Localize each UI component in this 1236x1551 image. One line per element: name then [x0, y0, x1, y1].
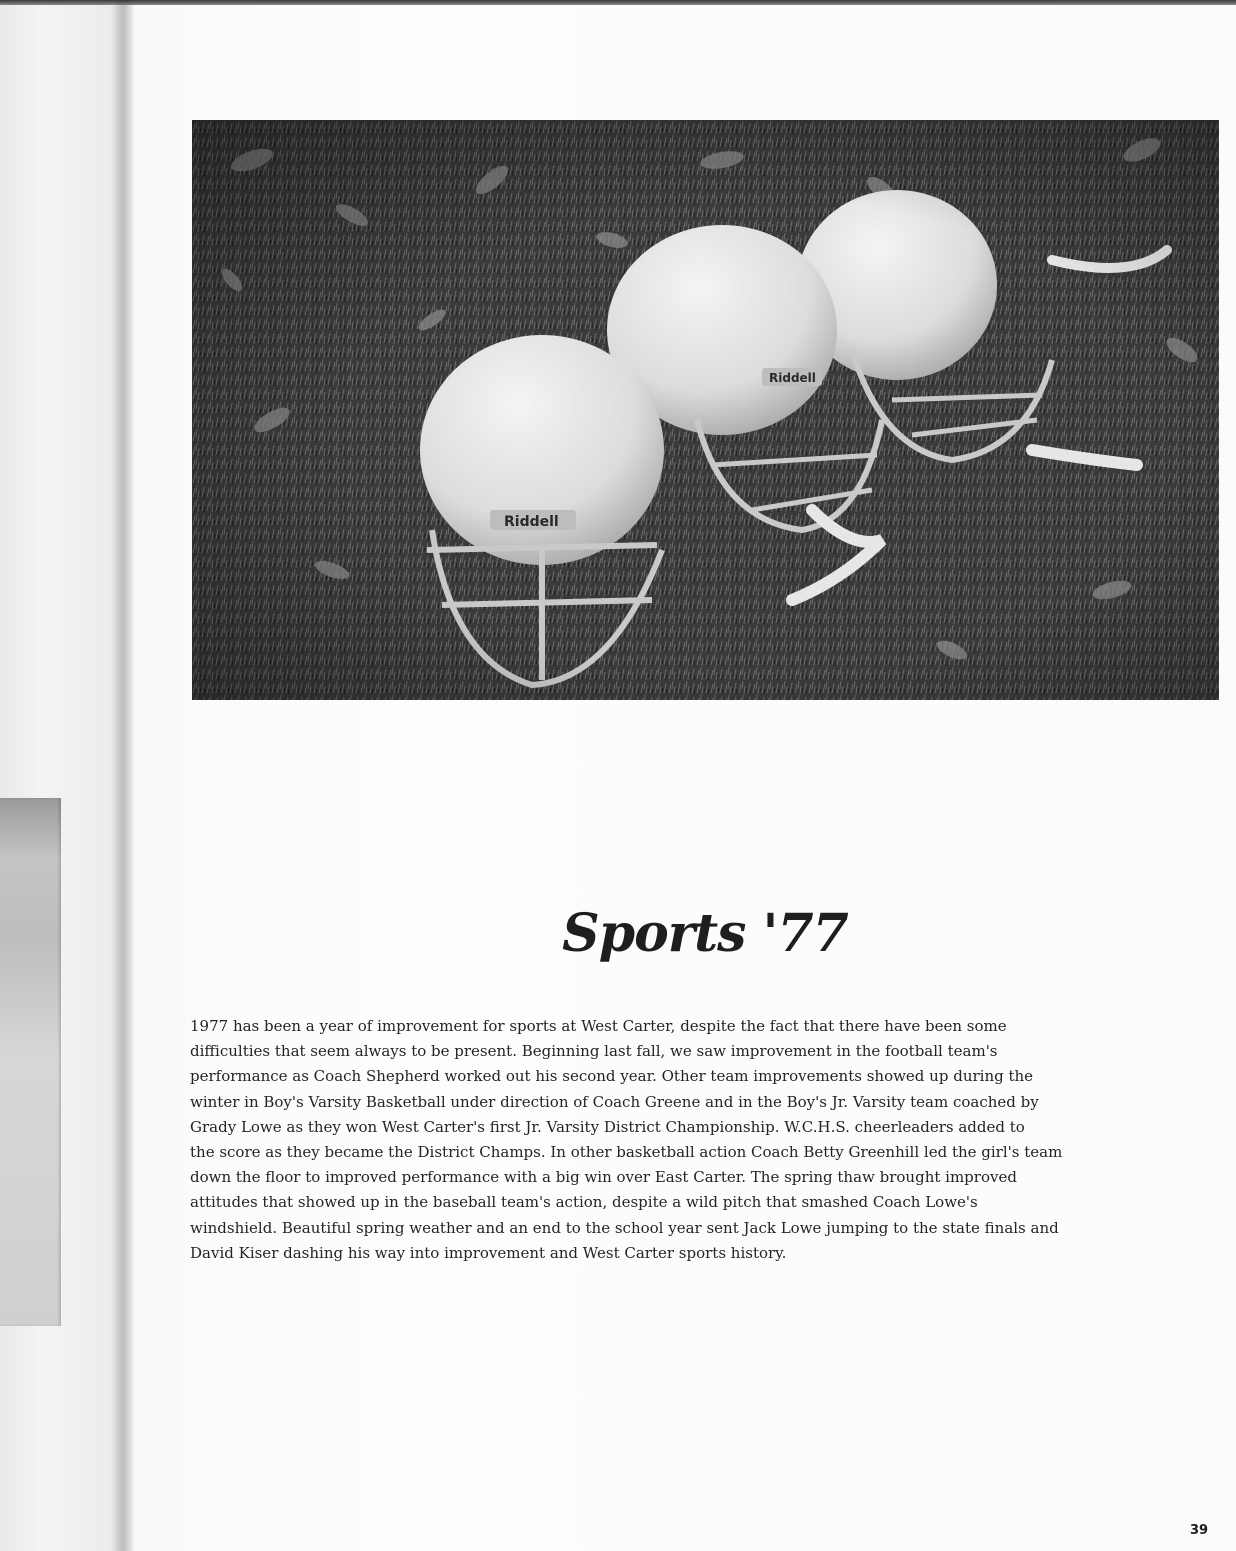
page-number: 39: [1190, 1523, 1209, 1538]
page-top-edge: [0, 0, 1236, 5]
body-line: attitudes that showed up in the baseball team's action, despite a wild pitch that smashed Coach Lowe's: [190, 1193, 978, 1212]
binding-gutter: [112, 0, 134, 1551]
body-line: windshield. Beautiful spring weather and an end to the school year sent Jack Lowe jumping to the state finals and: [190, 1218, 1059, 1237]
page-heading: Sports '77: [562, 903, 848, 964]
previous-page-photo-edge: [0, 798, 61, 1326]
body-line: 1977 has been a year of improvement for sports at West Carter, despite the fact that there have been some: [190, 1017, 1007, 1035]
body-line: performance as Coach Shepherd worked out his second year. Other team improvements showed up during the: [190, 1067, 1034, 1086]
body-line: down the floor to improved performance with a big win over East Carter. The spring thaw brought improved: [190, 1168, 1017, 1187]
helmets-photo: [192, 120, 1219, 700]
body-paragraph: [190, 1014, 1200, 1266]
body-line: the score as they became the District Champs. In other basketball action Coach Betty Greenhill led the girl's team: [190, 1143, 1063, 1162]
body-line: winter in Boy's Varsity Basketball under direction of Coach Greene and in the Boy's Jr. Varsity team coached by: [190, 1092, 1039, 1111]
body-line: difficulties that seem always to be present. Beginning last fall, we saw improvement in the football team's: [190, 1042, 998, 1061]
body-line: Grady Lowe as they won West Carter's first Jr. Varsity District Championship. W.C.H.S. cheerleaders added to: [190, 1117, 1025, 1136]
body-line: David Kiser dashing his way into improvement and West Carter sports history.: [190, 1243, 787, 1262]
